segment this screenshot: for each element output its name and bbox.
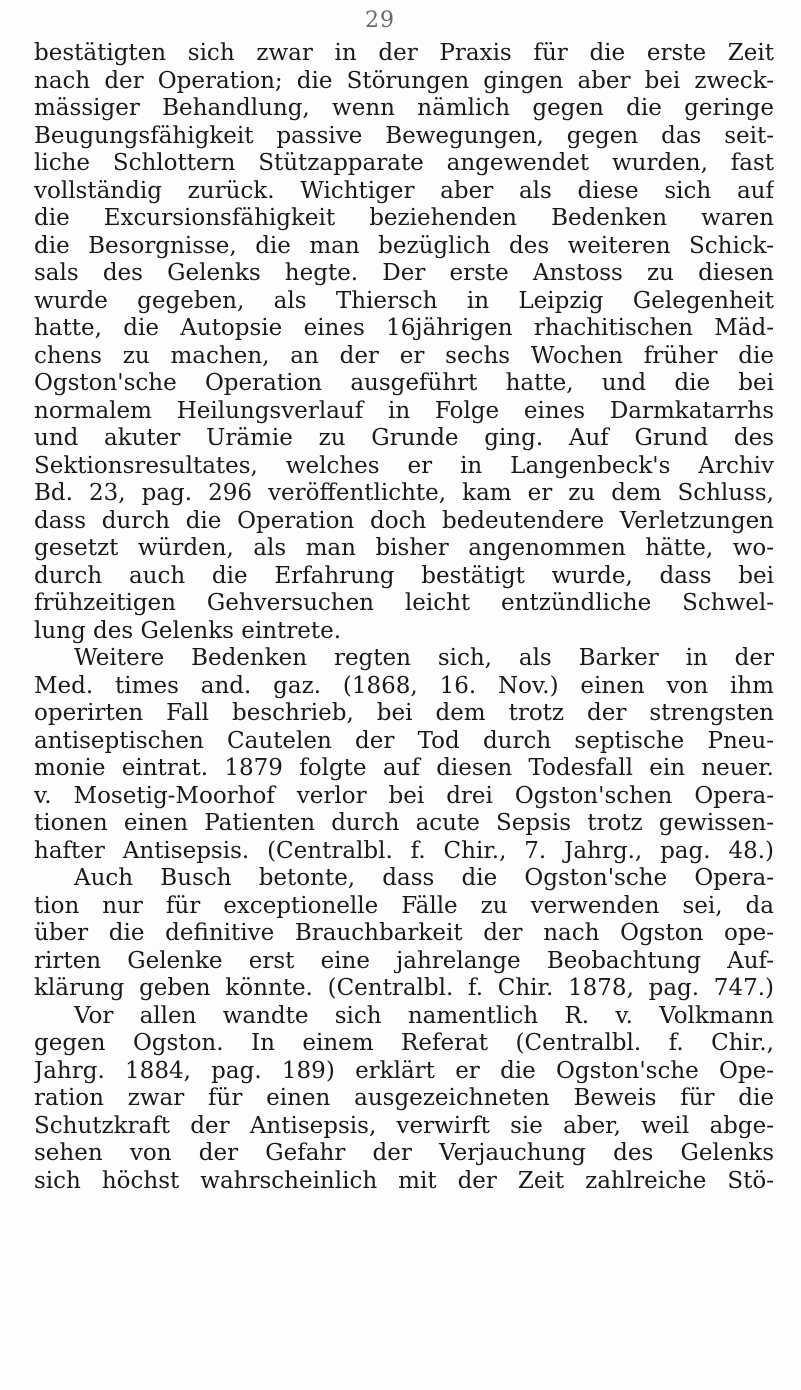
text-line: sich höchst wahrscheinlich mit der Zeit zahlreiche Stö-: [34, 1167, 774, 1194]
text-line: liche Schlottern Stützapparate angewendet wurden, fast: [34, 150, 774, 176]
text-line: v. Mosetig-Moorhof verlor bei drei Ogston'schen Opera-: [34, 782, 774, 809]
text-line: Schutzkraft der Antisepsis, verwirft sie aber, weil abge-: [34, 1112, 774, 1139]
text-line: durch auch die Erfahrung bestätigt wurde, dass bei: [34, 562, 774, 589]
text-line: hatte, die Autopsie eines 16jährigen rhachitischen Mäd-: [34, 315, 774, 341]
text-line: Beugungsfähigkeit passive Bewegungen, gegen das seit-: [34, 122, 774, 149]
text-line: gegen Ogston. In einem Referat (Centralbl. f. Chir.,: [34, 1030, 774, 1056]
text-line: Bd. 23, pag. 296 veröffentlichte, kam er zu dem Schluss,: [34, 480, 774, 506]
text-line: sals des Gelenks hegte. Der erste Anstoss zu diesen: [34, 260, 774, 286]
text-line: tion nur für exceptionelle Fälle zu verwenden sei, da: [34, 892, 774, 919]
text-line: Med. times and. gaz. (1868, 16. Nov.) einen von ihm: [34, 672, 774, 699]
text-line: antiseptischen Cautelen der Tod durch septische Pneu-: [34, 727, 774, 754]
text-line: Ogston'sche Operation ausgeführt hatte, und die bei: [34, 370, 774, 396]
text-line: die Besorgnisse, die man bezüglich des weiteren Schick-: [34, 232, 774, 259]
text-line: Vor allen wandte sich namentlich R. v. Volkmann: [74, 1002, 774, 1029]
text-line: chens zu machen, an der er sechs Wochen früher die: [34, 342, 774, 369]
text-line: normalem Heilungsverlauf in Folge eines Darmkatarrhs: [34, 397, 774, 424]
text-line: bestätigten sich zwar in der Praxis für die erste Zeit: [34, 40, 774, 66]
text-line: operirten Fall beschrieb, bei dem trotz der strengsten: [34, 700, 774, 726]
text-line: mässiger Behandlung, wenn nämlich gegen die geringe: [34, 95, 774, 121]
text-line: vollständig zurück. Wichtiger aber als diese sich auf: [34, 177, 774, 204]
text-line: Sektionsresultates, welches er in Langenbeck's Archiv: [34, 452, 774, 479]
text-line: ration zwar für einen ausgezeichneten Beweis für die: [34, 1085, 774, 1111]
text-line: über die definitive Brauchbarkeit der nach Ogston ope-: [34, 920, 774, 946]
text-line: Auch Busch betonte, dass die Ogston'sche Opera-: [74, 865, 774, 891]
text-line: hafter Antisepsis. (Centralbl. f. Chir., 7. Jahrg., pag. 48.): [34, 837, 774, 864]
text-line: wurde gegeben, als Thiersch in Leipzig Gelegenheit: [34, 287, 774, 314]
text-line: sehen von der Gefahr der Verjauchung des Gelenks: [34, 1140, 774, 1166]
text-line: monie eintrat. 1879 folgte auf diesen Todesfall ein neuer.: [34, 755, 774, 781]
text-line: klärung geben könnte. (Centralbl. f. Chir. 1878, pag. 747.): [34, 975, 774, 1001]
text-line: frühzeitigen Gehversuchen leicht entzündliche Schwel-: [34, 590, 774, 616]
text-line: Jahrg. 1884, pag. 189) erklärt er die Ogston'sche Ope-: [34, 1057, 774, 1084]
text-line: rirten Gelenke erst eine jahrelange Beobachtung Auf-: [34, 947, 774, 974]
text-line: tionen einen Patienten durch acute Sepsis trotz gewissen-: [34, 810, 774, 836]
text-line: nach der Operation; die Störungen gingen aber bei zweck-: [34, 67, 774, 94]
page-number: 29: [365, 8, 395, 33]
text-line: lung des Gelenks eintrete.: [34, 617, 342, 644]
body-text: [34, 40, 774, 1195]
text-line: die Excursionsfähigkeit beziehenden Bedenken waren: [34, 205, 774, 231]
text-line: und akuter Urämie zu Grunde ging. Auf Grund des: [34, 425, 774, 451]
text-line: Weitere Bedenken regten sich, als Barker in der: [74, 645, 774, 671]
text-line: gesetzt würden, als man bisher angenommen hätte, wo-: [34, 535, 774, 561]
text-line: dass durch die Operation doch bedeutendere Verletzungen: [34, 507, 774, 534]
